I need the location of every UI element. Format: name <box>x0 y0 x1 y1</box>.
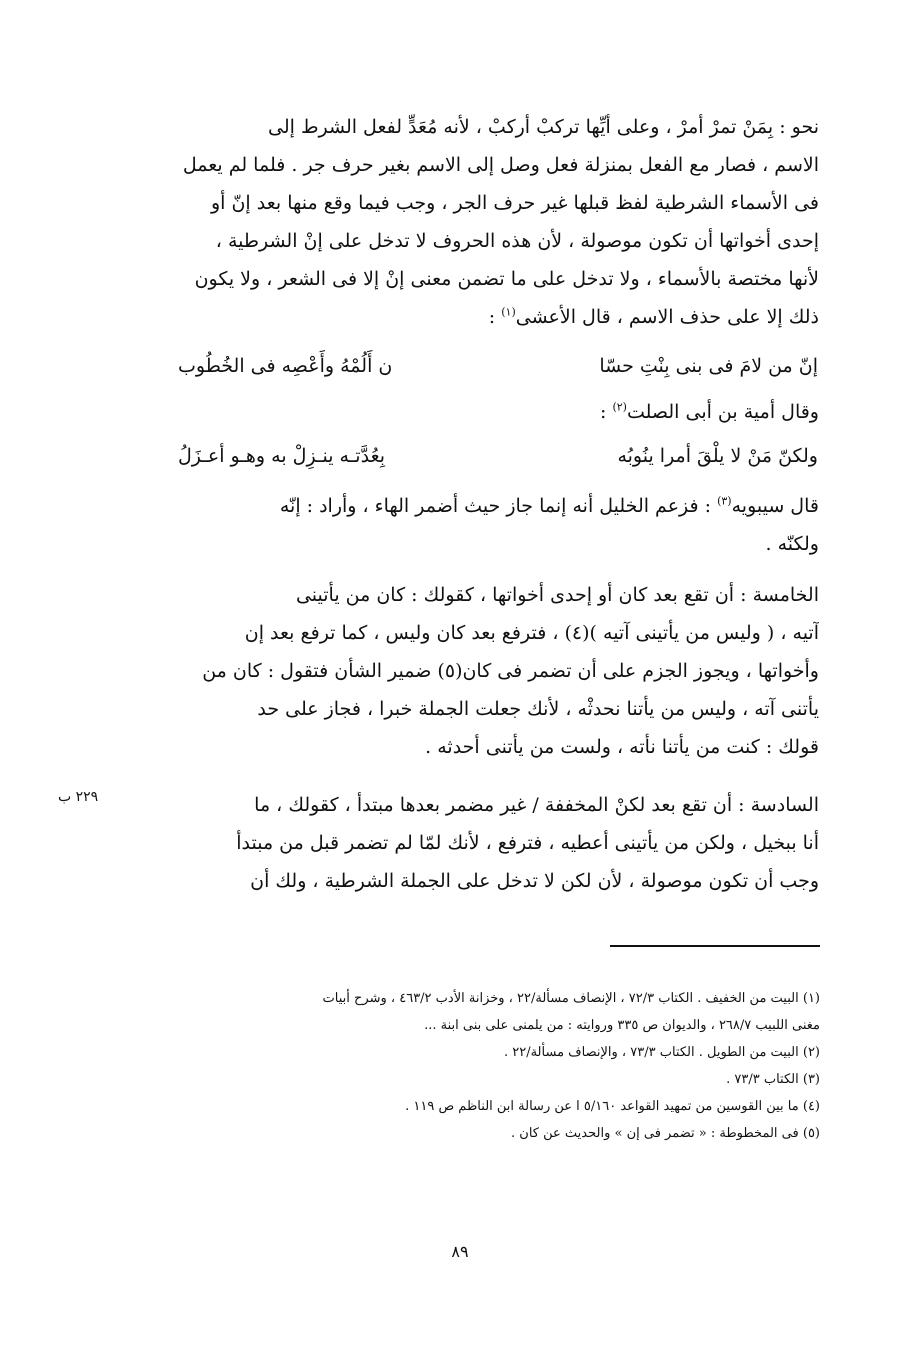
paragraph-conditional-nouns <box>103 108 819 336</box>
text-line: وجب أن تكون موصولة ، لأن لكن لا تدخل على الجملة الشرطية ، ولك أن <box>250 870 819 892</box>
text-line: أنا ببخيل ، ولكن من يأتينى أعطيه ، فترفع ، لأنك لمّا لم تضمر قبل من مبتدأ <box>236 832 819 854</box>
verse-second-hemistich: بِعُدَّتـه ينـزِلْ به وهـو أعـزَلُ <box>178 445 386 467</box>
verse-first-hemistich: ولكنّ مَنْ لا يلْقَ أمرا ينُوبُه <box>617 445 818 467</box>
verse-first-hemistich: إنّ من لامَ فى بنى بِنْتِ حسّا <box>599 355 818 377</box>
paragraph-fifth <box>103 576 819 766</box>
paragraph-sixth <box>103 786 819 900</box>
text-line: نحو : بِمَنْ تمرْ أمرْ ، وعلى أيِّها تركبْ أركبْ ، لأنه مُعَدٍّ لفعل الشرط إلى <box>268 116 819 138</box>
page-number: ٨٩ <box>451 1242 469 1261</box>
text-line: قولك : كنت من يأتنا نأته ، ولست من يأتنى أحدثه . <box>425 736 819 758</box>
verse-umayya <box>178 436 818 476</box>
footnote-ref: (٢) <box>612 400 627 414</box>
text-line: إحدى أخواتها أن تكون موصولة ، لأن هذه الحروف لا تدخل على إنْ الشرطية ، <box>215 230 819 252</box>
footnote: (٢) البيت من الطويل . الكتاب ٧٣/٣ ، والإنصاف مسألة/٢٢ . <box>503 1045 820 1060</box>
text-line: آتيه ، ( وليس من يأتينى آتيه )(٤) ، فترفع بعد كان وليس ، كما ترفع بعد إن <box>244 622 819 644</box>
text-line: الاسم ، فصار مع الفعل بمنزلة فعل وصل إلى الاسم بغير حرف جر . فلما لم يعمل <box>182 154 819 176</box>
text-line <box>103 393 819 431</box>
footnote: مغنى اللبيب ٢٦٨/٧ ، والديوان ص ٣٣٥ وروايته : من يلمنى على بنى ابنة ... <box>424 1018 820 1033</box>
footnote: (٣) الكتاب ٧٣/٣ . <box>726 1072 820 1087</box>
footnote: (٥) فى المخطوطة : « تضمر فى إن » والحديث عن كان . <box>511 1126 820 1141</box>
text-segment: : <box>599 401 613 423</box>
footnote-ref: (١) <box>501 305 516 319</box>
text-segment: : فزعم الخليل أنه إنما جاز حيث أضمر الهاء ، وأراد : إنّه <box>279 495 718 517</box>
text-line: فى الأسماء الشرطية لفظ قبلها غير حرف الجر ، وجب فيما وقع منها بعد إنّ أو <box>210 192 819 214</box>
footnote: (٤) ما بين القوسين من تمهيد القواعد ٥/١٦٠ ا عن رسالة ابن الناظم ص ١١٩ . <box>405 1099 820 1114</box>
text-line: لأنها مختصة بالأسماء ، ولا تدخل على ما تضمن معنى إنْ إلا فى الشعر ، ولا يكون <box>194 268 819 290</box>
footnotes <box>160 985 820 1147</box>
footnote: (١) البيت من الخفيف . الكتاب ٧٢/٣ ، الإنصاف مسألة/٢٢ ، وخزانة الأدب ٤٦٣/٢ ، وشرح أبيات <box>322 991 820 1006</box>
footnote-divider <box>610 945 820 947</box>
text-segment: : <box>488 306 502 328</box>
text-line <box>103 487 819 525</box>
text-line: ولكنّه . <box>765 533 819 555</box>
verse-alasha <box>178 346 818 386</box>
verse-second-hemistich: ن أَلُمْهُ وأَعْصِه فى الخُطُوب <box>178 355 393 377</box>
text-line: وأخواتها ، ويجوز الجزم على أن تضمر فى كان(٥) ضمير الشأن فتقول : كان من <box>202 660 819 682</box>
text-segment: قال سيبويه <box>731 495 819 517</box>
footnote-ref: (٣) <box>717 494 732 508</box>
text-line: الخامسة : أن تقع بعد كان أو إحدى أخواتها ، كقولك : كان من يأتينى <box>295 584 819 606</box>
paragraph-sibawayh <box>103 487 819 563</box>
verse-intro-umayya <box>103 393 819 431</box>
text-segment: وقال أمية بن أبى الصلت <box>626 401 819 423</box>
text-line <box>103 298 819 336</box>
text-segment: ذلك إلا على حذف الاسم ، قال الأعشى <box>515 306 819 328</box>
text-line: يأتنى آته ، وليس من يأتنا نحدثْه ، لأنك جعلت الجملة خبرا ، فجاز على حد <box>257 698 819 720</box>
text-line: السادسة : أن تقع بعد لكنْ المخففة / غير مضمر بعدها مبتدأ ، كقولك ، ما <box>254 794 819 816</box>
manuscript-folio-marker: ٢٢٩ ب <box>58 789 99 805</box>
